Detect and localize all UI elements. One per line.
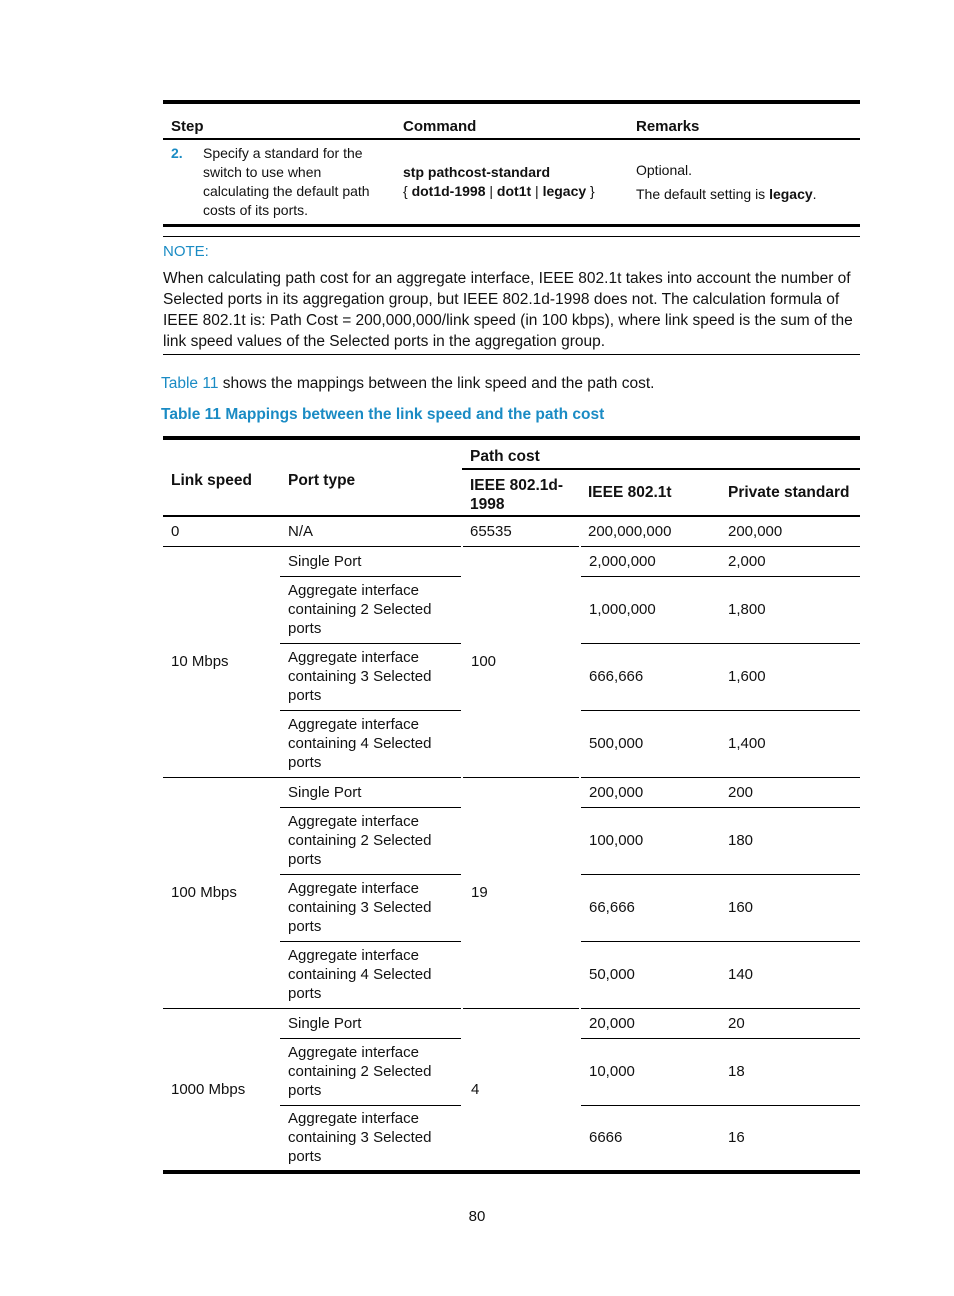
table-row	[163, 777, 860, 807]
cmd-separator: |	[531, 183, 543, 199]
table-reference-link[interactable]: Table 11	[161, 375, 219, 392]
cell-port-type: Single Port	[280, 546, 462, 576]
header-link-speed: Link speed	[163, 438, 280, 516]
note-label: NOTE:	[163, 243, 209, 260]
header-ieee-1d: IEEE 802.1d-1998	[462, 469, 580, 516]
cell-ieee-1t: 500,000	[580, 710, 720, 777]
cmd-brace-open: {	[403, 183, 412, 199]
cell-ieee-1t: 6666	[580, 1105, 720, 1172]
cell-private: 18	[720, 1038, 860, 1105]
mapping-table	[163, 436, 860, 1174]
page-number: 80	[468, 1208, 486, 1225]
cell-ieee-1t: 20,000	[580, 1008, 720, 1038]
command-cell	[395, 139, 628, 226]
table-row	[163, 546, 860, 576]
mapping-table-body	[163, 516, 860, 1172]
cell-ieee-1d: 19	[462, 777, 580, 1008]
cell-link-speed: 100 Mbps	[163, 777, 280, 1008]
cmd-option-dot1d: dot1d-1998	[411, 183, 486, 199]
cell-private: 140	[720, 941, 860, 1008]
command-name: stp pathcost-standard	[403, 164, 551, 180]
cell-private: 200,000	[720, 516, 860, 546]
cell-private: 16	[728, 1129, 745, 1147]
remarks-cell	[628, 139, 860, 226]
step-cell	[163, 139, 395, 226]
remark-default-prefix: The default setting is	[636, 185, 770, 202]
cmd-brace-close: }	[586, 183, 595, 199]
header-path-cost: Path cost	[462, 438, 860, 469]
header-private: Private standard	[720, 469, 860, 516]
cell-port-type: Aggregate interface containing 2 Selected ports	[280, 807, 462, 874]
cell-ieee-1t: 50,000	[580, 941, 720, 1008]
cell-port-type: Aggregate interface containing 4 Selected ports	[280, 710, 462, 777]
table-caption: Table 11 Mappings between the link speed and the path cost	[161, 406, 605, 423]
cell-private: 200	[720, 777, 860, 807]
cmd-option-dot1t: dot1t	[496, 183, 532, 199]
cell-port-type: Single Port	[280, 777, 462, 807]
step-number: 2.	[171, 145, 183, 161]
cell-port-type: Aggregate interface containing 2 Selected ports	[280, 576, 462, 643]
intro-paragraph	[161, 375, 654, 393]
cmd-option-legacy: legacy	[542, 183, 587, 199]
cell-ieee-1d: 65535	[462, 516, 580, 546]
cell-port-type: Aggregate interface containing 3 Selected ports	[280, 643, 462, 710]
cell-port-type: Single Port	[280, 1008, 462, 1038]
cell-link-speed: 10 Mbps	[163, 546, 280, 777]
table-row	[163, 516, 860, 546]
cell-ieee-1d: 4	[462, 1008, 580, 1172]
header-ieee-1t: IEEE 802.1t	[580, 469, 720, 516]
remark-default-value: legacy	[769, 185, 813, 202]
cell-ieee-1t: 100,000	[580, 807, 720, 874]
note-text: When calculating path cost for an aggregate interface, IEEE 802.1t takes into account the number of Selected ports in its aggregation group, but IEEE 802.1d-1998 does not. The calculation formula of IEEE 802.1t is: Path Cost = 200,000,000/link speed (in 100 kbps), where link speed is the sum of the link speed values of the Selected ports in the aggregation group.	[163, 270, 853, 350]
cmd-separator: |	[485, 183, 497, 199]
cell-private: 2,000	[720, 546, 860, 576]
note-box	[163, 236, 860, 355]
cell-ieee-1d: 100	[462, 546, 580, 777]
cell-ieee-1t: 2,000,000	[580, 546, 720, 576]
header-command: Command	[395, 102, 628, 139]
cell-link-speed: 0	[163, 516, 280, 546]
cell-port-type: N/A	[280, 516, 462, 546]
cell-ieee-1t: 66,666	[580, 874, 720, 941]
remark-optional: Optional.	[636, 161, 693, 178]
table-row	[163, 1008, 860, 1038]
cell-ieee-1t: 10,000	[580, 1038, 720, 1105]
step-table	[163, 100, 860, 227]
cell-private: 1,600	[720, 643, 860, 710]
cell-ieee-1t: 200,000,000	[580, 516, 720, 546]
cell-port-type: Aggregate interface containing 2 Selected ports	[280, 1038, 462, 1105]
cell-private: 160	[720, 874, 860, 941]
cell-ieee-1t: 200,000	[580, 777, 720, 807]
cell-private: 1,800	[720, 576, 860, 643]
cell-private: 1,400	[720, 710, 860, 777]
cell-private: 180	[720, 807, 860, 874]
cell-ieee-1t: 666,666	[580, 643, 720, 710]
cell-link-speed: 1000 Mbps	[163, 1008, 280, 1172]
cell-private: 20	[720, 1008, 860, 1038]
header-step: Step	[163, 102, 395, 139]
cell-ieee-1t: 1,000,000	[580, 576, 720, 643]
step-description: Specify a standard for the switch to use when calculating the default path costs of its ports.	[203, 145, 370, 218]
cell-port-type: Aggregate interface containing 3 Selected ports	[288, 1110, 432, 1166]
cell-port-type: Aggregate interface containing 4 Selected ports	[280, 941, 462, 1008]
remark-default	[636, 185, 860, 204]
header-port-type: Port type	[280, 438, 462, 516]
header-remarks: Remarks	[628, 102, 860, 139]
cell-port-type: Aggregate interface containing 3 Selected ports	[280, 874, 462, 941]
intro-text: shows the mappings between the link speed and the path cost.	[218, 375, 655, 392]
remark-default-suffix: .	[812, 185, 817, 202]
